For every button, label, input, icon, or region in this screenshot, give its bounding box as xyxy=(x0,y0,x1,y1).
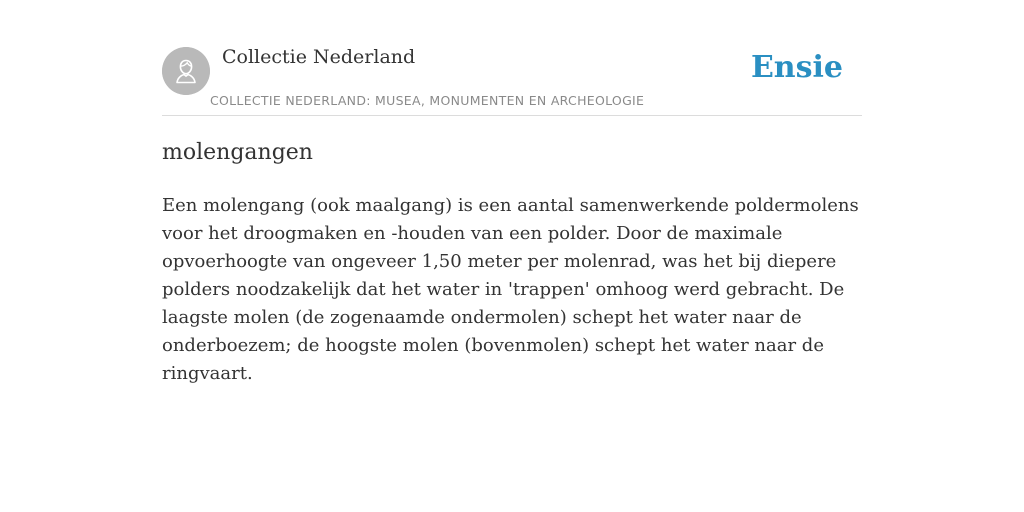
source-subtitle: COLLECTIE NEDERLAND: MUSEA, MONUMENTEN EN ARCHEOLOGIE xyxy=(210,93,645,108)
user-silhouette-icon[interactable] xyxy=(162,47,210,95)
entry-term: molengangen xyxy=(162,140,313,165)
ensie-logo[interactable]: Ensie xyxy=(750,50,843,85)
source-name-link[interactable]: Collectie Nederland xyxy=(222,46,416,68)
entry-definition: Een molengang (ook maalgang) is een aantal samenwerkende poldermolens voor het droogmaken en -houden van een polder. Door de maximale opvoerhoogte van ongeveer 1,50 meter per molenrad, was het bij diepere polders noodzakelijk dat het water in 'trappen' omhoog werd gebracht. De laagste molen (de zogenaamde ondermolen) schept het water naar de onderboezem; de hoogste molen (bovenmolen) schept het water naar de ringvaart. xyxy=(162,195,859,384)
source-header xyxy=(162,44,862,116)
header-divider xyxy=(162,115,862,116)
